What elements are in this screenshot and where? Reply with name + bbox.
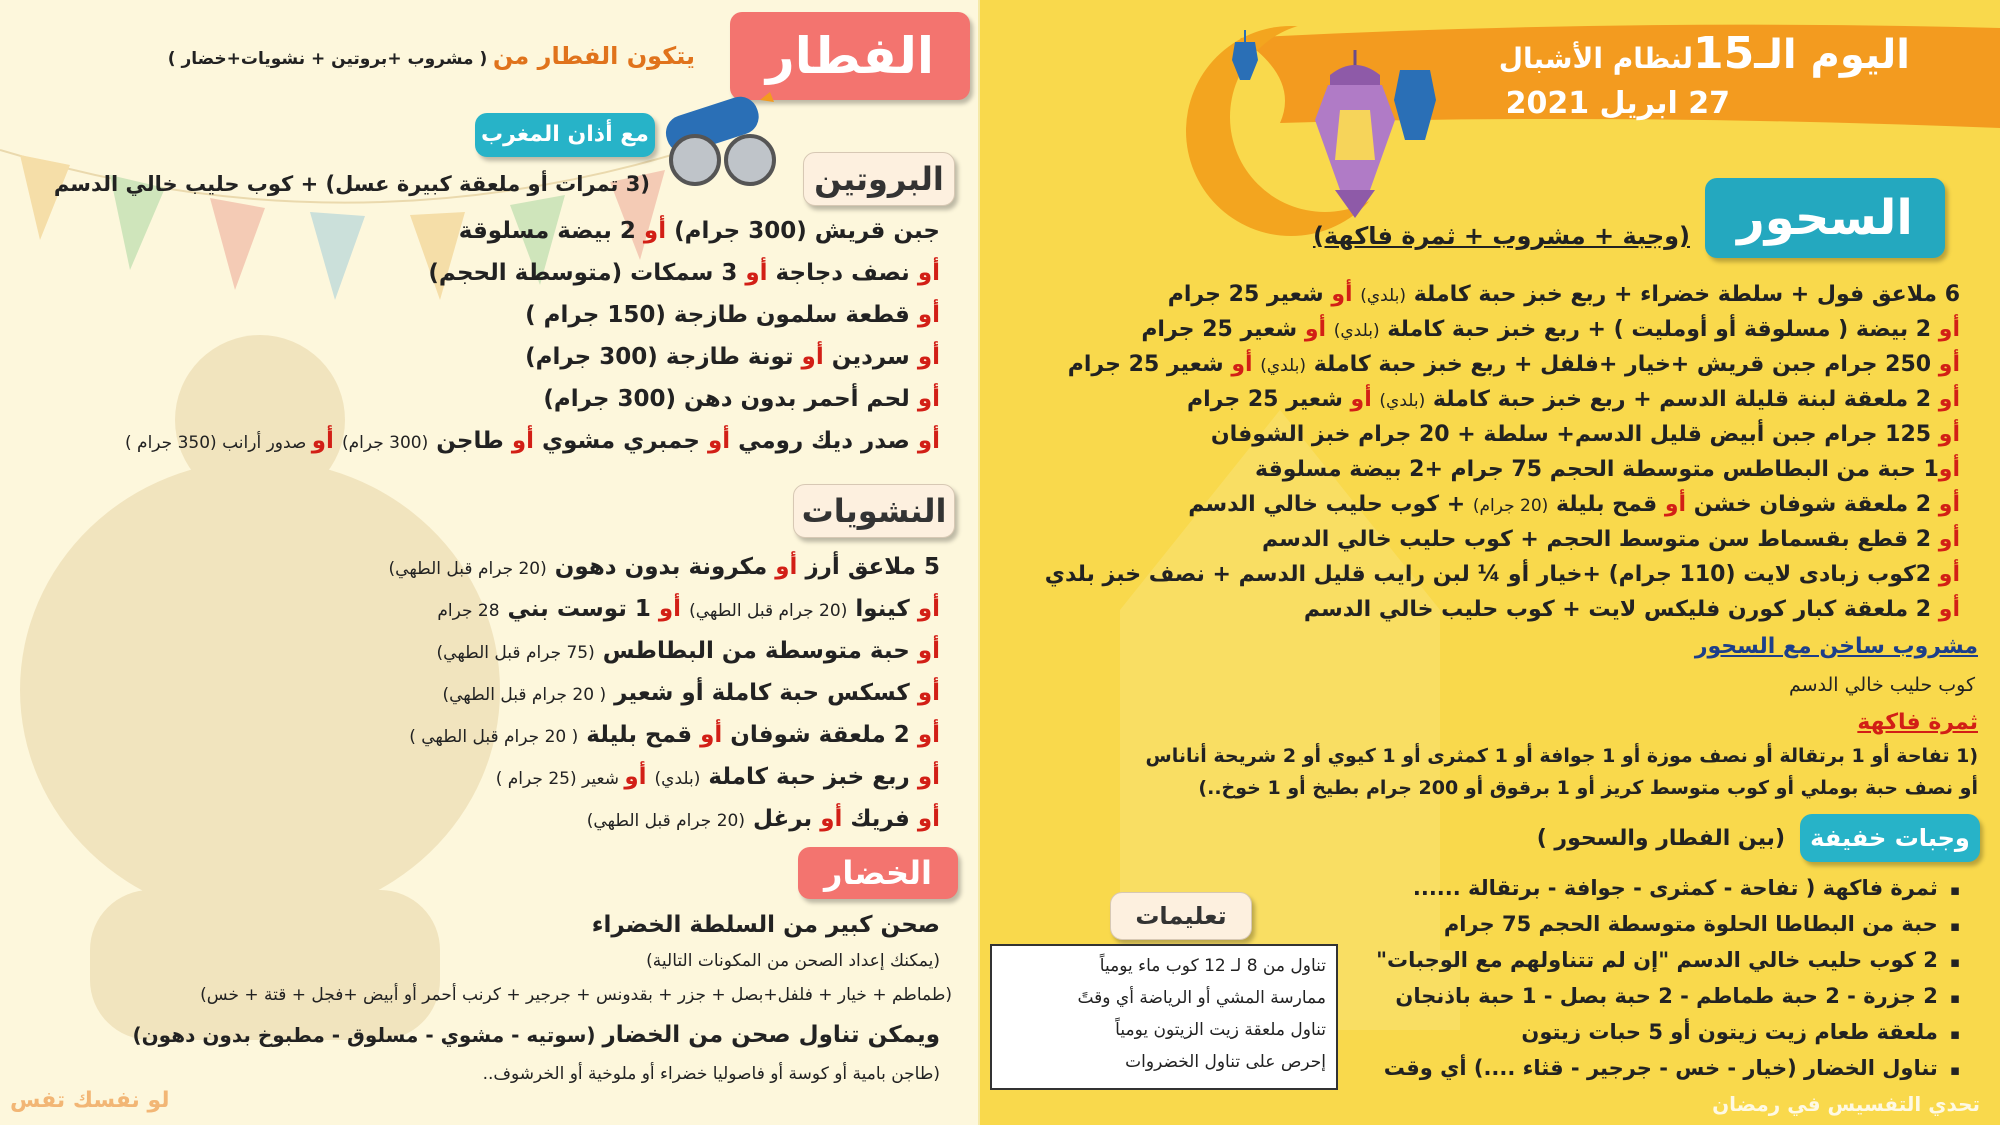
suhoor-item-1: 6 ملاعق فول + سلطة خضراء + ربع خبز حبة كاملة (بلدي) أو شعير 25 جرام [1167,282,1960,307]
iftar-composition [168,42,695,70]
program-name: لنظام الأشبال [1498,42,1693,75]
starch-item-2: أو كينوا (20 جرام قبل الطهي) أو 1 توست بني 28 جرام [437,596,940,622]
tip-1: تناول من 8 لـ 12 كوب ماء يومياً [1099,956,1326,976]
tip-2: ممارسة المشي أو الرياضة أي وقتً [1077,988,1326,1008]
tips-box [990,944,1338,1090]
hot-drink-item: كوب حليب خالي الدسم [1788,674,1975,696]
veg-line-2: (يمكنك إعداد الصحن من المكونات التالية) [646,951,940,971]
starch-item-6: أو ربع خبز حبة كاملة (بلدي) أو شعير (25 جرام ) [495,764,940,790]
day-title [1499,28,1910,79]
hot-drink-title: مشروب ساخن مع السحور [1694,634,1978,659]
snacks-header: وجبات خفيفة [1800,814,1980,862]
fruit-title: ثمرة فاكهة [1857,710,1978,735]
tip-4: إحرص على تناول الخضروات [1125,1052,1326,1072]
starch-item-5: أو 2 ملعقة شوفان أو قمح بليلة ( 20 جرام قبل الطهي ) [409,722,940,748]
snack-item-4: ▪ 2 جزرة - 2 حبة طماطم - 2 حبة بصل - 1 حبة باذنجان [1395,984,1960,1008]
protein-item-6: أو صدر ديك رومي أو جمبري مشوي أو طاجن (300 جرام) أو صدور أرانب (350 جرام ) [125,428,940,454]
suhoor-subtitle: (وجبة + مشروب + ثمرة فاكهة) [1312,222,1690,250]
snacks-subtitle: (بين الفطار والسحور ) [1536,826,1785,851]
maghrib-badge: مع أذان المغرب [475,113,655,157]
small-lantern-icon-2 [1390,60,1440,150]
protein-item-5: أو لحم أحمر بدون دهن (300 جرام) [543,386,940,412]
veg-line-4: ويمكن تناول صحن من الخضار (سوتيه - مشوي - مسلوق - مطبوخ بدون دهون) [132,1022,940,1048]
protein-item-3: أو قطعة سلمون طازجة (150 جرام ) [525,302,940,328]
fruit-line-1: (1 تفاحة أو 1 برتقالة أو نصف موزة أو 1 جوافة أو 1 كمثرى أو 1 كيوي أو 2 شريحة أناناس [1145,745,1978,767]
suhoor-item-10: أو 2 ملعقة كبار كورن فليكس لايت + كوب حليب خالي الدسم [1303,597,1960,622]
snack-item-5: ▪ ملعقة طعام زيت زيتون أو 5 حبات زيتون [1521,1020,1960,1044]
suhoor-item-6: أو1 حبة من البطاطس متوسطة الحجم 75 جرام +2 بيضة مسلوقة [1255,457,1960,482]
cannon-icon [655,90,795,190]
suhoor-item-3: أو 250 جرام جبن قريش +خيار +فلفل + ربع خبز حبة كاملة (بلدي) أو شعير 25 جرام [1067,352,1960,377]
suhoor-item-5: أو 125 جرام جبن أبيض قليل الدسم+ سلطة + 20 جرام خبز الشوفان [1210,422,1960,447]
brand-watermark: لو نفسك تفس [10,1088,170,1113]
starch-header: النشويات [793,484,955,538]
snack-item-3: ▪ 2 كوب حليب خالي الدسم "إن لم تتناولهم مع الوجبات" [1376,948,1960,972]
small-lantern-icon [1230,30,1260,90]
veg-line-1: صحن كبير من السلطة الخضراء [591,912,940,938]
protein-header: البروتين [803,152,955,206]
date-label: 27 ابريل 2021 [1505,86,1730,121]
suhoor-item-9: أو 2كوب زبادى لايت (110 جرام) +خيار أو ¼ لبن رايب قليل الدسم + نصف خبز بلدي [1044,562,1960,587]
protein-item-4: أو سردين أو تونة طازجة (300 جرام) [525,344,940,370]
day-prefix: اليوم الـ [1754,32,1910,78]
veg-header: الخضار [798,847,958,899]
snack-item-1: ▪ ثمرة فاكهة ( تفاحة - كمثرى - جوافة - برتقالة ...... [1413,876,1960,900]
suhoor-item-4: أو 2 ملعقة لبنة قليلة الدسم + ربع خبز حبة كاملة (بلدي) أو شعير 25 جرام [1186,387,1960,412]
suhoor-header: السحور [1705,178,1945,258]
snack-item-6: ▪ تناول الخضار (خيار - خس - جرجير - قثاء ....) أي وقت [1384,1056,1960,1080]
tip-3: تناول ملعقة زيت الزيتون يومياً [1115,1020,1326,1040]
composition-text: ( مشروب +بروتين + نشويات+خضار ) [167,49,488,69]
suhoor-item-2: أو 2 بيضة ( مسلوقة أو أومليت ) + ربع خبز حبة كاملة (بلدي) أو شعير 25 جرام [1141,317,1960,342]
starch-item-7: أو فريك أو برغل (20 جرام قبل الطهي) [586,806,940,832]
tips-header: تعليمات [1110,892,1252,940]
maghrib-item: (3 تمرات أو ملعقة كبيرة عسل) + كوب حليب خالي الدسم [53,172,650,196]
suhoor-item-7: أو 2 ملعقة شوفان خشن أو قمح بليلة (20 جرام) + كوب حليب خالي الدسم [1188,492,1960,517]
fruit-line-2: أو نصف حبة بوملي أو كوب متوسط كريز أو 1 برقوق أو 200 جرام بطيخ أو 1 خوخ..) [1198,777,1978,799]
starch-item-3: أو حبة متوسطة من البطاطس (75 جرام قبل الطهي) [436,638,940,664]
protein-item-2: أو نصف دجاجة أو 3 سمكات (متوسطة الحجم) [428,260,940,286]
snack-item-2: ▪ حبة من البطاطا الحلوة متوسطة الحجم 75 جرام [1444,912,1960,936]
suhoor-item-8: أو 2 قطع بقسماط سن متوسط الحجم + كوب حليب خالي الدسم [1261,527,1960,552]
veg-line-5: (طاجن بامية أو كوسة أو فاصوليا خضراء أو ملوخية أو الخرشوف.. [482,1064,940,1084]
iftar-panel [0,0,980,1125]
day-number: 15 [1692,28,1755,79]
iftar-header: الفطار [730,12,970,100]
starch-item-1: 5 ملاعق أرز أو مكرونة بدون دهون (20 جرام قبل الطهي) [388,554,940,580]
veg-line-3: (طماطم + خيار + فلفل+بصل + جزر + بقدونس + جرجير + كرنب أحمر أو أبيض +فجل + قتة + خس) [200,985,952,1005]
protein-item-1: جبن قريش (300 جرام) أو 2 بيضة مسلوقة [458,218,940,244]
starch-item-4: أو كسكس حبة كاملة أو شعير ( 20 جرام قبل الطهي) [442,680,940,706]
footer-label: تحدي التفسيس في رمضان [1712,1092,1980,1116]
composition-label: يتكون الفطار من [492,42,695,70]
